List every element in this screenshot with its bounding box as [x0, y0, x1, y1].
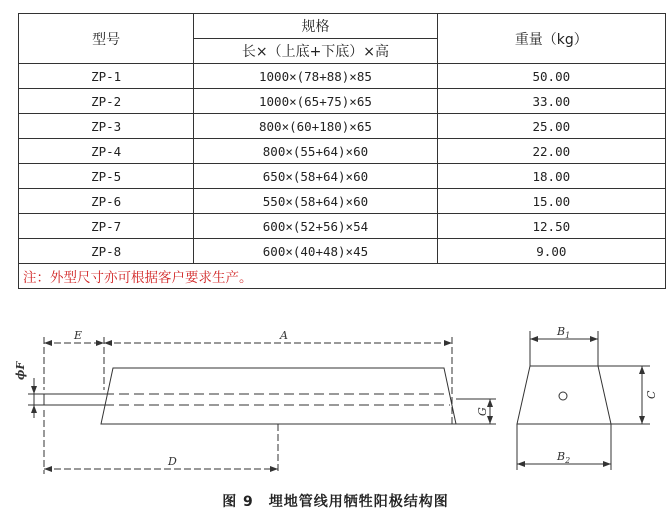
cell-spec: 1000×(78+88)×85 — [194, 64, 437, 89]
cell-weight: 18.00 — [437, 164, 665, 189]
cross-section-core — [559, 392, 567, 400]
cell-spec: 1000×(65+75)×65 — [194, 89, 437, 114]
cell-spec: 600×(40+48)×45 — [194, 239, 437, 264]
cell-spec: 650×(58+64)×60 — [194, 164, 437, 189]
anode-structure-drawing — [0, 320, 671, 490]
header-spec: 规格 — [194, 14, 437, 39]
cell-model: ZP-4 — [19, 139, 194, 164]
table-row — [19, 189, 666, 214]
label-c: C — [645, 390, 658, 399]
figure-caption: 图 9 埋地管线用牺牲阳极结构图 — [222, 494, 449, 510]
cross-section — [517, 366, 611, 424]
cell-weight: 25.00 — [437, 114, 665, 139]
cell-model: ZP-8 — [19, 239, 194, 264]
cell-model: ZP-6 — [19, 189, 194, 214]
cell-weight: 33.00 — [437, 89, 665, 114]
cell-model: ZP-5 — [19, 164, 194, 189]
anode-body — [101, 368, 456, 424]
cell-spec: 550×(58+64)×60 — [194, 189, 437, 214]
cell-model: ZP-1 — [19, 64, 194, 89]
cell-model: ZP-2 — [19, 89, 194, 114]
cell-weight: 15.00 — [437, 189, 665, 214]
spec-table — [18, 13, 666, 289]
label-g: G — [476, 407, 489, 416]
cell-weight: 50.00 — [437, 64, 665, 89]
label-b2: $B_2$ — [557, 450, 571, 465]
cell-model: ZP-7 — [19, 214, 194, 239]
cell-spec: 600×(52+56)×54 — [194, 214, 437, 239]
header-spec-sub: 长×（上底+下底）×高 — [194, 39, 437, 64]
cell-spec: 800×(60+180)×65 — [194, 114, 437, 139]
table-row — [19, 239, 666, 264]
cell-weight: 9.00 — [437, 239, 665, 264]
label-f: ϕF — [14, 361, 27, 380]
label-d: D — [168, 455, 177, 468]
header-weight: 重量（kg） — [437, 14, 665, 64]
label-b1: $B_1$ — [557, 325, 571, 340]
table-row — [19, 64, 666, 89]
label-a: A — [280, 329, 288, 342]
cell-model: ZP-3 — [19, 114, 194, 139]
table-row — [19, 139, 666, 164]
table-row — [19, 214, 666, 239]
header-model: 型号 — [19, 14, 194, 64]
note-row — [19, 264, 666, 289]
label-e: E — [74, 329, 83, 342]
table-row — [19, 114, 666, 139]
table-note: 注：外型尺寸亦可根据客户要求生产。 — [19, 264, 666, 289]
cell-weight: 12.50 — [437, 214, 665, 239]
table-row — [19, 164, 666, 189]
cell-weight: 22.00 — [437, 139, 665, 164]
cell-spec: 800×(55+64)×60 — [194, 139, 437, 164]
table-row — [19, 89, 666, 114]
